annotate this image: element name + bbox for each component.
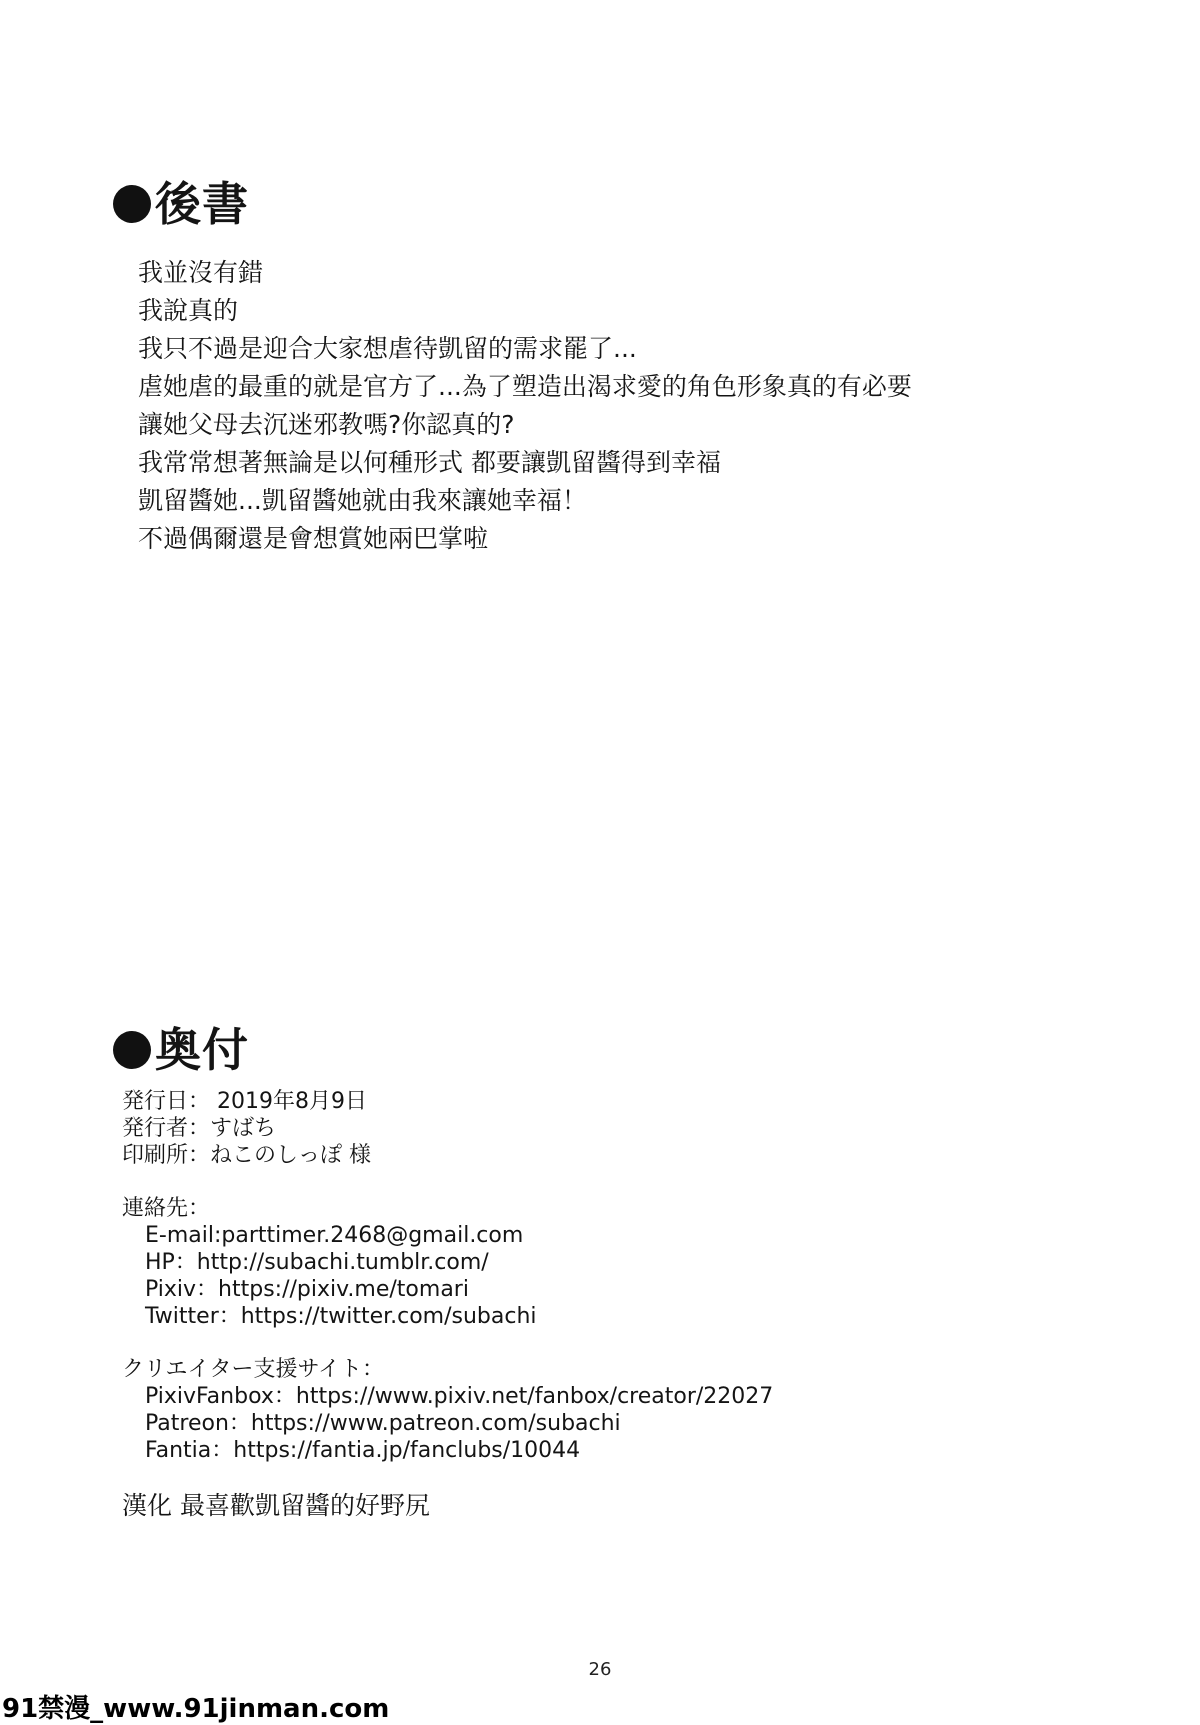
afterword-line: 我只不過是迎合大家想虐待凱留的需求罷了... [138,334,637,363]
bullet-icon [113,185,151,223]
support-label: クリエイター支援サイト： [122,1357,385,1382]
afterword-line: 我說真的 [138,296,239,325]
support-fantia: Fantia：https://fantia.jp/fanclubs/10044 [145,1438,581,1463]
afterword-line: 虐她虐的最重的就是官方了...為了塑造出渴求愛的角色形象真的有必要 [138,372,912,401]
contact-email: E-mail:parttimer.2468@gmail.com [145,1223,524,1248]
contact-homepage: HP：http://subachi.tumblr.com/ [145,1250,489,1275]
support-patreon: Patreon：https://www.patreon.com/subachi [145,1411,621,1436]
colophon-heading [113,1023,249,1077]
printer: 印刷所：ねこのしっぽ 様 [122,1143,371,1168]
afterword-heading [113,177,249,231]
afterword-title: 後書 [155,177,249,231]
afterword-body [138,254,1038,558]
colophon-body [122,1088,1022,1519]
contact-pixiv: Pixiv：https://pixiv.me/tomari [145,1277,469,1302]
watermark: 91禁漫_www.91jinman.com [2,1694,390,1724]
afterword-line: 讓她父母去沉迷邪教嗎?你認真的? [138,410,515,439]
page-number: 26 [588,1659,612,1680]
afterword-line: 我並沒有錯 [138,258,264,287]
publisher: 発行者：すばち [122,1116,277,1141]
afterword-line: 不過偶爾還是會想賞她兩巴掌啦 [138,524,489,553]
support-fanbox: PixivFanbox：https://www.pixiv.net/fanbox/creator/22027 [145,1384,774,1409]
afterword-line: 凱留醬她...凱留醬她就由我來讓她幸福！ [138,486,587,515]
contact-twitter: Twitter：https://twitter.com/subachi [145,1304,537,1329]
contact-label: 連絡先： [122,1196,211,1221]
colophon-title: 奥付 [155,1023,249,1077]
translator-credit: 漢化 最喜歡凱留醬的好野尻 [122,1491,430,1520]
bullet-icon [113,1031,151,1069]
afterword-line: 我常常想著無論是以何種形式 都要讓凱留醬得到幸福 [138,448,721,477]
publish-date: 発行日： 2019年8月9日 [122,1089,367,1114]
